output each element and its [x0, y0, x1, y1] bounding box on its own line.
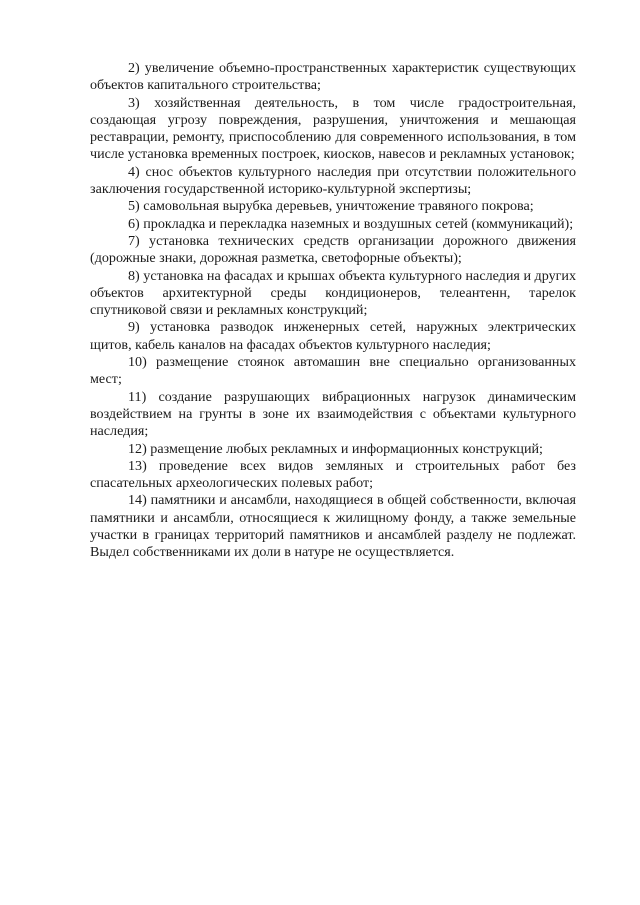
list-item-7: 7) установка технических средств организации дорожного движения (дорожные знаки, дорожная разметка, светофорные объекты);: [90, 232, 576, 267]
list-item-8: 8) установка на фасадах и крышах объекта культурного наследия и других объектов архитектурной среды кондиционеров, телеантенн, тарелок спутниковой связи и рекламных конструкций;: [90, 267, 576, 319]
list-item-2: 2) увеличение объемно-пространственных характеристик существующих объектов капитального строительства;: [90, 60, 576, 94]
list-item-4: 4) снос объектов культурного наследия при отсутствии положительного заключения государственной историко-культурной экспертизы;: [90, 163, 576, 198]
list-item-12: 12) размещение любых рекламных и информационных конструкций;: [128, 440, 543, 457]
list-item-13: 13) проведение всех видов земляных и строительных работ без спасательных археологических полевых работ;: [90, 457, 576, 492]
document-body: [90, 60, 576, 562]
list-item-3: 3) хозяйственная деятельность, в том числе градостроительная, создающая угрозу повреждения, разрушения, уничтожения и мешающая реставрации, ремонту, приспособлению для современного использования, в том числе установка временных построек, киосков, навесов и рекламных установок;: [90, 94, 576, 163]
list-item-14: 14) памятники и ансамбли, находящиеся в общей собственности, включая памятники и ансамбли, относящиеся к жилищному фонду, а также земельные участки в границах территорий памятников и ансамблей разделу не подлежат. Выдел собственниками их доли в натуре не осуществляется.: [90, 492, 576, 561]
list-item-5: 5) самовольная вырубка деревьев, уничтожение травяного покрова;: [128, 198, 534, 215]
list-item-11: 11) создание разрушающих вибрационных нагрузок динамическим воздействием на грунты в зоне их взаимодействия с объектами культурного наследия;: [90, 388, 576, 440]
list-item-6: 6) прокладка и перекладка наземных и воздушных сетей (коммуникаций);: [128, 215, 574, 232]
list-item-10: 10) размещение стоянок автомашин вне специально организованных мест;: [90, 354, 576, 388]
list-item-9: 9) установка разводок инженерных сетей, наружных электрических щитов, кабель каналов на фасадах объектов культурного наследия;: [90, 319, 576, 353]
